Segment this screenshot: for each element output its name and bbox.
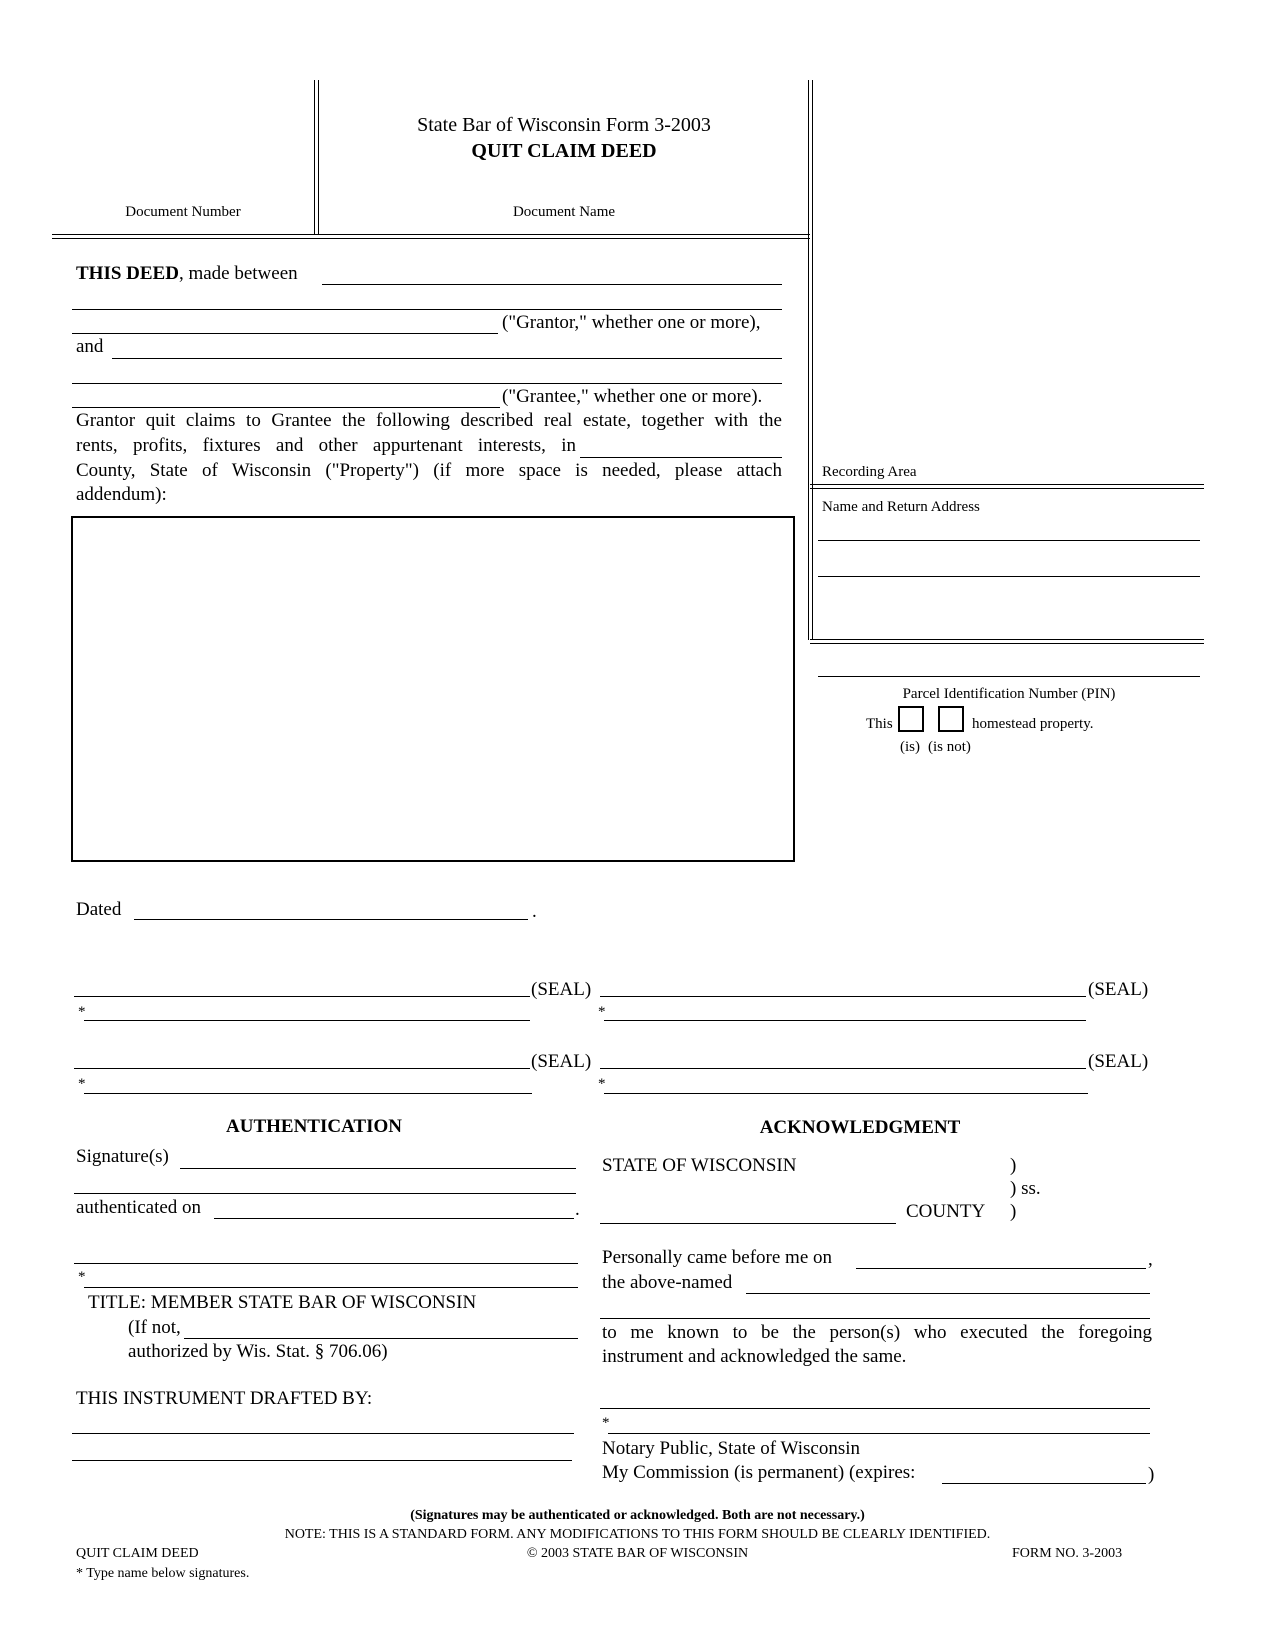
dated-label: Dated: [76, 899, 122, 920]
signatures-note: (Signatures may be authenticated or acknowledged. Both are not necessary.): [410, 1508, 865, 1523]
quit-claims-text-3: County, State of Wisconsin ("Property") (if more space is needed, please attach: [76, 460, 782, 481]
homestead-is-not-checkbox[interactable]: [938, 706, 964, 732]
document-number-label: Document Number: [125, 204, 241, 220]
made-between-text: , made between: [178, 263, 298, 284]
grantor-name-line-3[interactable]: [72, 333, 498, 334]
signatures-label: Signature(s): [76, 1146, 169, 1167]
footer-right: FORM NO. 3-2003: [1012, 1546, 1123, 1561]
quit-claims-text-2: rents, profits, fixtures and other appurtenant interests, in: [76, 435, 576, 456]
this-deed-label: [76, 263, 298, 285]
above-named-line-2[interactable]: [600, 1318, 1150, 1319]
recording-area-rule: [810, 484, 1204, 489]
paren-close-1: ): [1010, 1155, 1017, 1176]
this-deed-bold: THIS DEED: [76, 263, 179, 284]
typed-name-line-3[interactable]: [84, 1093, 532, 1094]
seal-label-3: (SEAL): [531, 1051, 592, 1072]
pin-label: Parcel Identification Number (PIN): [902, 686, 1116, 702]
typed-name-line-4[interactable]: [604, 1093, 1088, 1094]
is-not-label: (is not): [928, 739, 971, 755]
is-label: (is): [900, 739, 920, 755]
above-named-label: the above-named: [602, 1272, 733, 1293]
footer-left: QUIT CLAIM DEED: [76, 1546, 199, 1561]
state-of-wisconsin-label: STATE OF WISCONSIN: [602, 1155, 797, 1176]
asterisk-4: *: [598, 1076, 606, 1092]
homestead-this-label: This: [866, 716, 893, 732]
grantor-label: ("Grantor," whether one or more),: [502, 312, 761, 333]
document-name-label: Document Name: [512, 204, 616, 220]
if-not-label: (If not,: [128, 1317, 181, 1338]
doc-title: QUIT CLAIM DEED: [471, 140, 657, 162]
title-member-label: TITLE: MEMBER STATE BAR OF WISCONSIN: [88, 1292, 477, 1313]
pin-line[interactable]: [818, 676, 1200, 677]
authenticated-period: .: [575, 1199, 580, 1220]
footer-center: © 2003 STATE BAR OF WISCONSIN: [526, 1546, 749, 1561]
form-title: State Bar of Wisconsin Form 3-2003: [417, 114, 711, 136]
seal-label-1: (SEAL): [531, 979, 592, 1000]
county-label: COUNTY: [906, 1201, 986, 1222]
notary-asterisk: *: [602, 1415, 610, 1431]
known-text-2: instrument and acknowledged the same.: [602, 1346, 907, 1367]
authenticated-on-label: authenticated on: [76, 1197, 202, 1218]
authenticated-on-line[interactable]: [214, 1218, 574, 1219]
authentication-heading: AUTHENTICATION: [226, 1116, 402, 1137]
notary-name-line[interactable]: [608, 1433, 1150, 1434]
grantor-name-line-1[interactable]: [322, 284, 782, 285]
seal-label-2: (SEAL): [1088, 979, 1149, 1000]
above-named-line-1[interactable]: [746, 1293, 1150, 1294]
notary-signature-line[interactable]: [600, 1408, 1150, 1409]
grantee-name-line-3[interactable]: [72, 407, 500, 408]
authorized-label: authorized by Wis. Stat. § 706.06): [128, 1341, 388, 1362]
recording-area-label: Recording Area: [822, 464, 917, 480]
signature-line-2[interactable]: [600, 996, 1086, 997]
header-bottom-rule: [52, 234, 810, 239]
drafted-by-line-2[interactable]: [72, 1460, 572, 1461]
type-name-note: * Type name below signatures.: [76, 1566, 250, 1581]
grantee-name-line-1[interactable]: [112, 358, 782, 359]
asterisk-2: *: [598, 1004, 606, 1020]
return-address-line-2[interactable]: [818, 576, 1200, 577]
homestead-property-label: homestead property.: [972, 716, 1094, 732]
asterisk-3: *: [78, 1076, 86, 1092]
authenticator-name-line[interactable]: [84, 1287, 578, 1288]
personally-came-comma: ,: [1148, 1249, 1153, 1270]
homestead-is-checkbox[interactable]: [898, 706, 924, 732]
county-line[interactable]: [580, 457, 782, 458]
drafted-by-line-1[interactable]: [72, 1433, 574, 1434]
grantor-name-line-2[interactable]: [72, 309, 782, 310]
personally-came-label: Personally came before me on: [602, 1247, 833, 1268]
signatures-line-1[interactable]: [180, 1168, 576, 1169]
authenticator-signature-line[interactable]: [74, 1263, 578, 1264]
commission-expires-line[interactable]: [942, 1483, 1146, 1484]
known-text-1: to me known to be the person(s) who executed the foregoing: [602, 1322, 1152, 1343]
header-divider-right: [808, 80, 813, 640]
commission-paren-close: ): [1148, 1464, 1155, 1485]
personally-came-date-line[interactable]: [856, 1268, 1146, 1269]
county-name-line[interactable]: [600, 1223, 896, 1224]
typed-name-line-2[interactable]: [604, 1020, 1086, 1021]
dated-period: .: [532, 901, 537, 922]
if-not-line[interactable]: [184, 1338, 578, 1339]
drafted-by-label: THIS INSTRUMENT DRAFTED BY:: [76, 1388, 373, 1409]
seal-label-4: (SEAL): [1088, 1051, 1149, 1072]
ss-label: ) ss.: [1010, 1178, 1041, 1199]
property-description-box[interactable]: [71, 516, 795, 862]
return-address-line-1[interactable]: [818, 540, 1200, 541]
commission-label: My Commission (is permanent) (expires:: [602, 1462, 916, 1483]
acknowledgment-heading: ACKNOWLEDGMENT: [759, 1117, 961, 1138]
typed-name-line-1[interactable]: [84, 1020, 530, 1021]
quit-claims-text-1: Grantor quit claims to Grantee the following described real estate, together with the: [76, 410, 782, 431]
header-divider-left: [314, 80, 319, 234]
asterisk-1: *: [78, 1004, 86, 1020]
authenticator-asterisk: *: [78, 1269, 86, 1285]
grantee-name-line-2[interactable]: [72, 383, 782, 384]
grantee-label: ("Grantee," whether one or more).: [502, 386, 763, 407]
signatures-line-2[interactable]: [74, 1193, 576, 1194]
signature-line-3[interactable]: [74, 1068, 530, 1069]
name-return-address-label: Name and Return Address: [822, 499, 980, 515]
dated-line[interactable]: [134, 919, 528, 920]
signature-line-1[interactable]: [74, 996, 530, 997]
and-label: and: [76, 336, 104, 357]
signature-line-4[interactable]: [600, 1068, 1086, 1069]
notary-public-label: Notary Public, State of Wisconsin: [602, 1438, 860, 1459]
paren-close-2: ): [1010, 1201, 1017, 1222]
return-address-bottom-rule: [810, 639, 1204, 644]
quit-claims-text-4: addendum):: [76, 484, 167, 505]
standard-form-note: NOTE: THIS IS A STANDARD FORM. ANY MODIFICATIONS TO THIS FORM SHOULD BE CLEARLY IDENTIFIED.: [284, 1527, 991, 1542]
